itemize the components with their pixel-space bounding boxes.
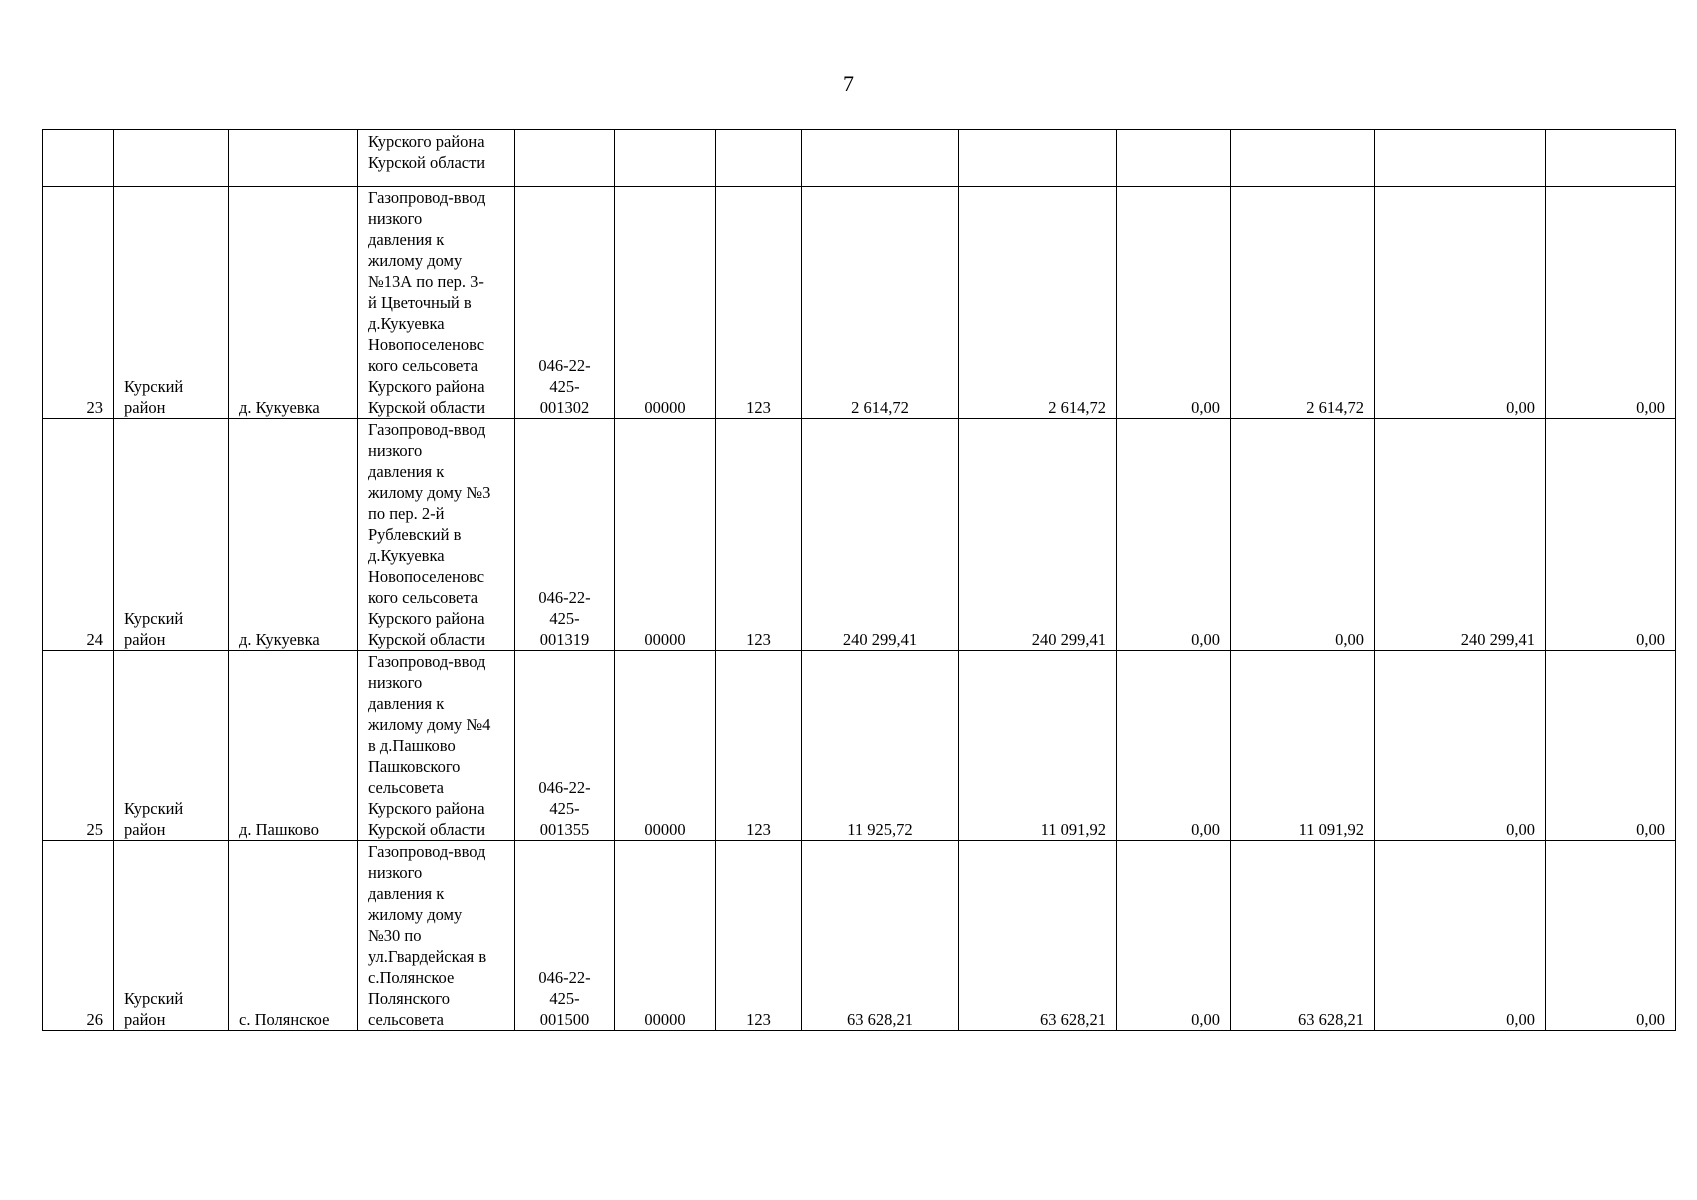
text-line: 046-22- — [538, 778, 591, 797]
text-line: Газопровод-ввод — [368, 188, 486, 207]
district-cell — [114, 651, 229, 841]
text-line: 046-22- — [538, 588, 591, 607]
row-number: 23 — [43, 187, 114, 419]
page-number: 7 — [843, 71, 854, 96]
amount-cell: 0,00 — [1231, 419, 1375, 651]
amount-cell: 0,00 — [1375, 187, 1546, 419]
settlement-cell: с. Полянское — [229, 841, 358, 1031]
text-line: 425- — [549, 377, 580, 396]
amount-cell: 0,00 — [1546, 841, 1676, 1031]
settlement-cell: д. Кукуевка — [229, 187, 358, 419]
text-line: район — [124, 398, 166, 417]
text-line: Рублевский в — [368, 525, 462, 544]
code2-cell: 00000 — [615, 419, 716, 651]
text-line: 425- — [549, 989, 580, 1008]
text-line: 425- — [549, 609, 580, 628]
text-line: Газопровод-ввод — [368, 652, 486, 671]
text-line: д.Кукуевка — [368, 314, 445, 333]
table-row — [43, 651, 1676, 841]
district-cell — [114, 841, 229, 1031]
cell-empty — [114, 130, 229, 187]
text-line: Полянского — [368, 989, 450, 1008]
object-name-cell — [358, 187, 515, 419]
amount-cell: 63 628,21 — [802, 841, 959, 1031]
amount-cell: 63 628,21 — [959, 841, 1117, 1031]
district-cell — [114, 187, 229, 419]
amount-cell: 11 091,92 — [959, 651, 1117, 841]
amount-cell: 2 614,72 — [1231, 187, 1375, 419]
text-line: Курской области — [368, 820, 486, 839]
text-line: Курский — [124, 799, 184, 818]
text-line: район — [124, 820, 166, 839]
table-body — [43, 130, 1676, 1031]
text-line: сельсовета — [368, 778, 444, 797]
object-name-cell — [358, 130, 515, 187]
text-line: жилому дому — [368, 251, 463, 270]
amount-cell: 2 614,72 — [802, 187, 959, 419]
code2-cell: 00000 — [615, 651, 716, 841]
table-row — [43, 841, 1676, 1031]
object-code-cell — [515, 419, 615, 651]
text-line: Курского района — [368, 799, 485, 818]
object-code-cell — [515, 841, 615, 1031]
text-line: №30 по — [368, 926, 422, 945]
object-name-cell — [358, 841, 515, 1031]
text-line: 001355 — [539, 820, 590, 839]
amount-cell: 240 299,41 — [1375, 419, 1546, 651]
text-line: Курской области — [368, 398, 486, 417]
text-line: Курский — [124, 609, 184, 628]
text-line: Новопоселеновс — [368, 567, 485, 586]
cell-empty — [229, 130, 358, 187]
text-line: ул.Гвардейская в — [368, 947, 487, 966]
text-line: низкого — [368, 441, 423, 460]
text-line: Курский — [124, 377, 184, 396]
cell-empty — [959, 130, 1117, 187]
text-line: кого сельсовета — [368, 588, 479, 607]
row-number: 26 — [43, 841, 114, 1031]
amount-cell: 0,00 — [1546, 419, 1676, 651]
continuation-row — [43, 130, 1676, 187]
table-row — [43, 419, 1676, 651]
code3-cell: 123 — [716, 419, 802, 651]
amount-cell: 0,00 — [1375, 841, 1546, 1031]
budget-table — [42, 129, 1676, 1031]
text-line: давления к — [368, 694, 445, 713]
text-line: жилому дому — [368, 905, 463, 924]
cell-empty — [1117, 130, 1231, 187]
text-line: Курского района — [368, 377, 485, 396]
cell-empty — [1375, 130, 1546, 187]
text-line: 425- — [549, 799, 580, 818]
amount-cell: 11 091,92 — [1231, 651, 1375, 841]
object-name-cell — [358, 419, 515, 651]
code3-cell: 123 — [716, 841, 802, 1031]
settlement-cell: д. Пашково — [229, 651, 358, 841]
text-line: по пер. 2-й — [368, 504, 445, 523]
text-line: 001500 — [539, 1010, 590, 1029]
text-line: низкого — [368, 673, 423, 692]
code3-cell: 123 — [716, 187, 802, 419]
amount-cell: 11 925,72 — [802, 651, 959, 841]
amount-cell: 0,00 — [1375, 651, 1546, 841]
cell-empty — [615, 130, 716, 187]
table-row — [43, 187, 1676, 419]
text-line: 001302 — [539, 398, 590, 417]
row-number: 24 — [43, 419, 114, 651]
code2-cell: 00000 — [615, 841, 716, 1031]
amount-cell: 0,00 — [1117, 187, 1231, 419]
text-line: район — [124, 1010, 166, 1029]
text-line: Курской области — [368, 630, 486, 649]
amount-cell: 240 299,41 — [959, 419, 1117, 651]
amount-cell: 0,00 — [1117, 651, 1231, 841]
text-line: низкого — [368, 863, 423, 882]
text-line: Курский — [124, 989, 184, 1008]
text-line: давления к — [368, 462, 445, 481]
text-line: Курской области — [368, 153, 486, 172]
text-line: й Цветочный в — [368, 293, 472, 312]
amount-cell: 0,00 — [1546, 187, 1676, 419]
text-line: 046-22- — [538, 356, 591, 375]
cell-empty — [716, 130, 802, 187]
text-line: №13А по пер. 3- — [368, 272, 484, 291]
text-line: 001319 — [539, 630, 590, 649]
text-line: сельсовета — [368, 1010, 444, 1029]
text-line: с.Полянское — [368, 968, 455, 987]
cell-empty — [43, 130, 114, 187]
text-line: Пашковского — [368, 757, 461, 776]
text-line: Новопоселеновс — [368, 335, 485, 354]
text-line: давления к — [368, 884, 445, 903]
text-line: Газопровод-ввод — [368, 420, 486, 439]
text-line: кого сельсовета — [368, 356, 479, 375]
object-name-cell — [358, 651, 515, 841]
amount-cell: 0,00 — [1117, 419, 1231, 651]
text-line: д.Кукуевка — [368, 546, 445, 565]
text-line: жилому дому №4 — [368, 715, 491, 734]
text-line: Газопровод-ввод — [368, 842, 486, 861]
text-line: 046-22- — [538, 968, 591, 987]
text-line: давления к — [368, 230, 445, 249]
cell-empty — [515, 130, 615, 187]
settlement-cell: д. Кукуевка — [229, 419, 358, 651]
cell-empty — [1231, 130, 1375, 187]
text-line: Курского района — [368, 609, 485, 628]
text-line: низкого — [368, 209, 423, 228]
text-line: район — [124, 630, 166, 649]
text-line: жилому дому №3 — [368, 483, 491, 502]
cell-empty — [1546, 130, 1676, 187]
text-line: в д.Пашково — [368, 736, 456, 755]
amount-cell: 2 614,72 — [959, 187, 1117, 419]
row-number: 25 — [43, 651, 114, 841]
district-cell — [114, 419, 229, 651]
object-code-cell — [515, 651, 615, 841]
amount-cell: 0,00 — [1546, 651, 1676, 841]
amount-cell: 0,00 — [1117, 841, 1231, 1031]
cell-empty — [802, 130, 959, 187]
object-code-cell — [515, 187, 615, 419]
amount-cell: 240 299,41 — [802, 419, 959, 651]
code2-cell: 00000 — [615, 187, 716, 419]
code3-cell: 123 — [716, 651, 802, 841]
amount-cell: 63 628,21 — [1231, 841, 1375, 1031]
text-line: Курского района — [368, 132, 485, 151]
